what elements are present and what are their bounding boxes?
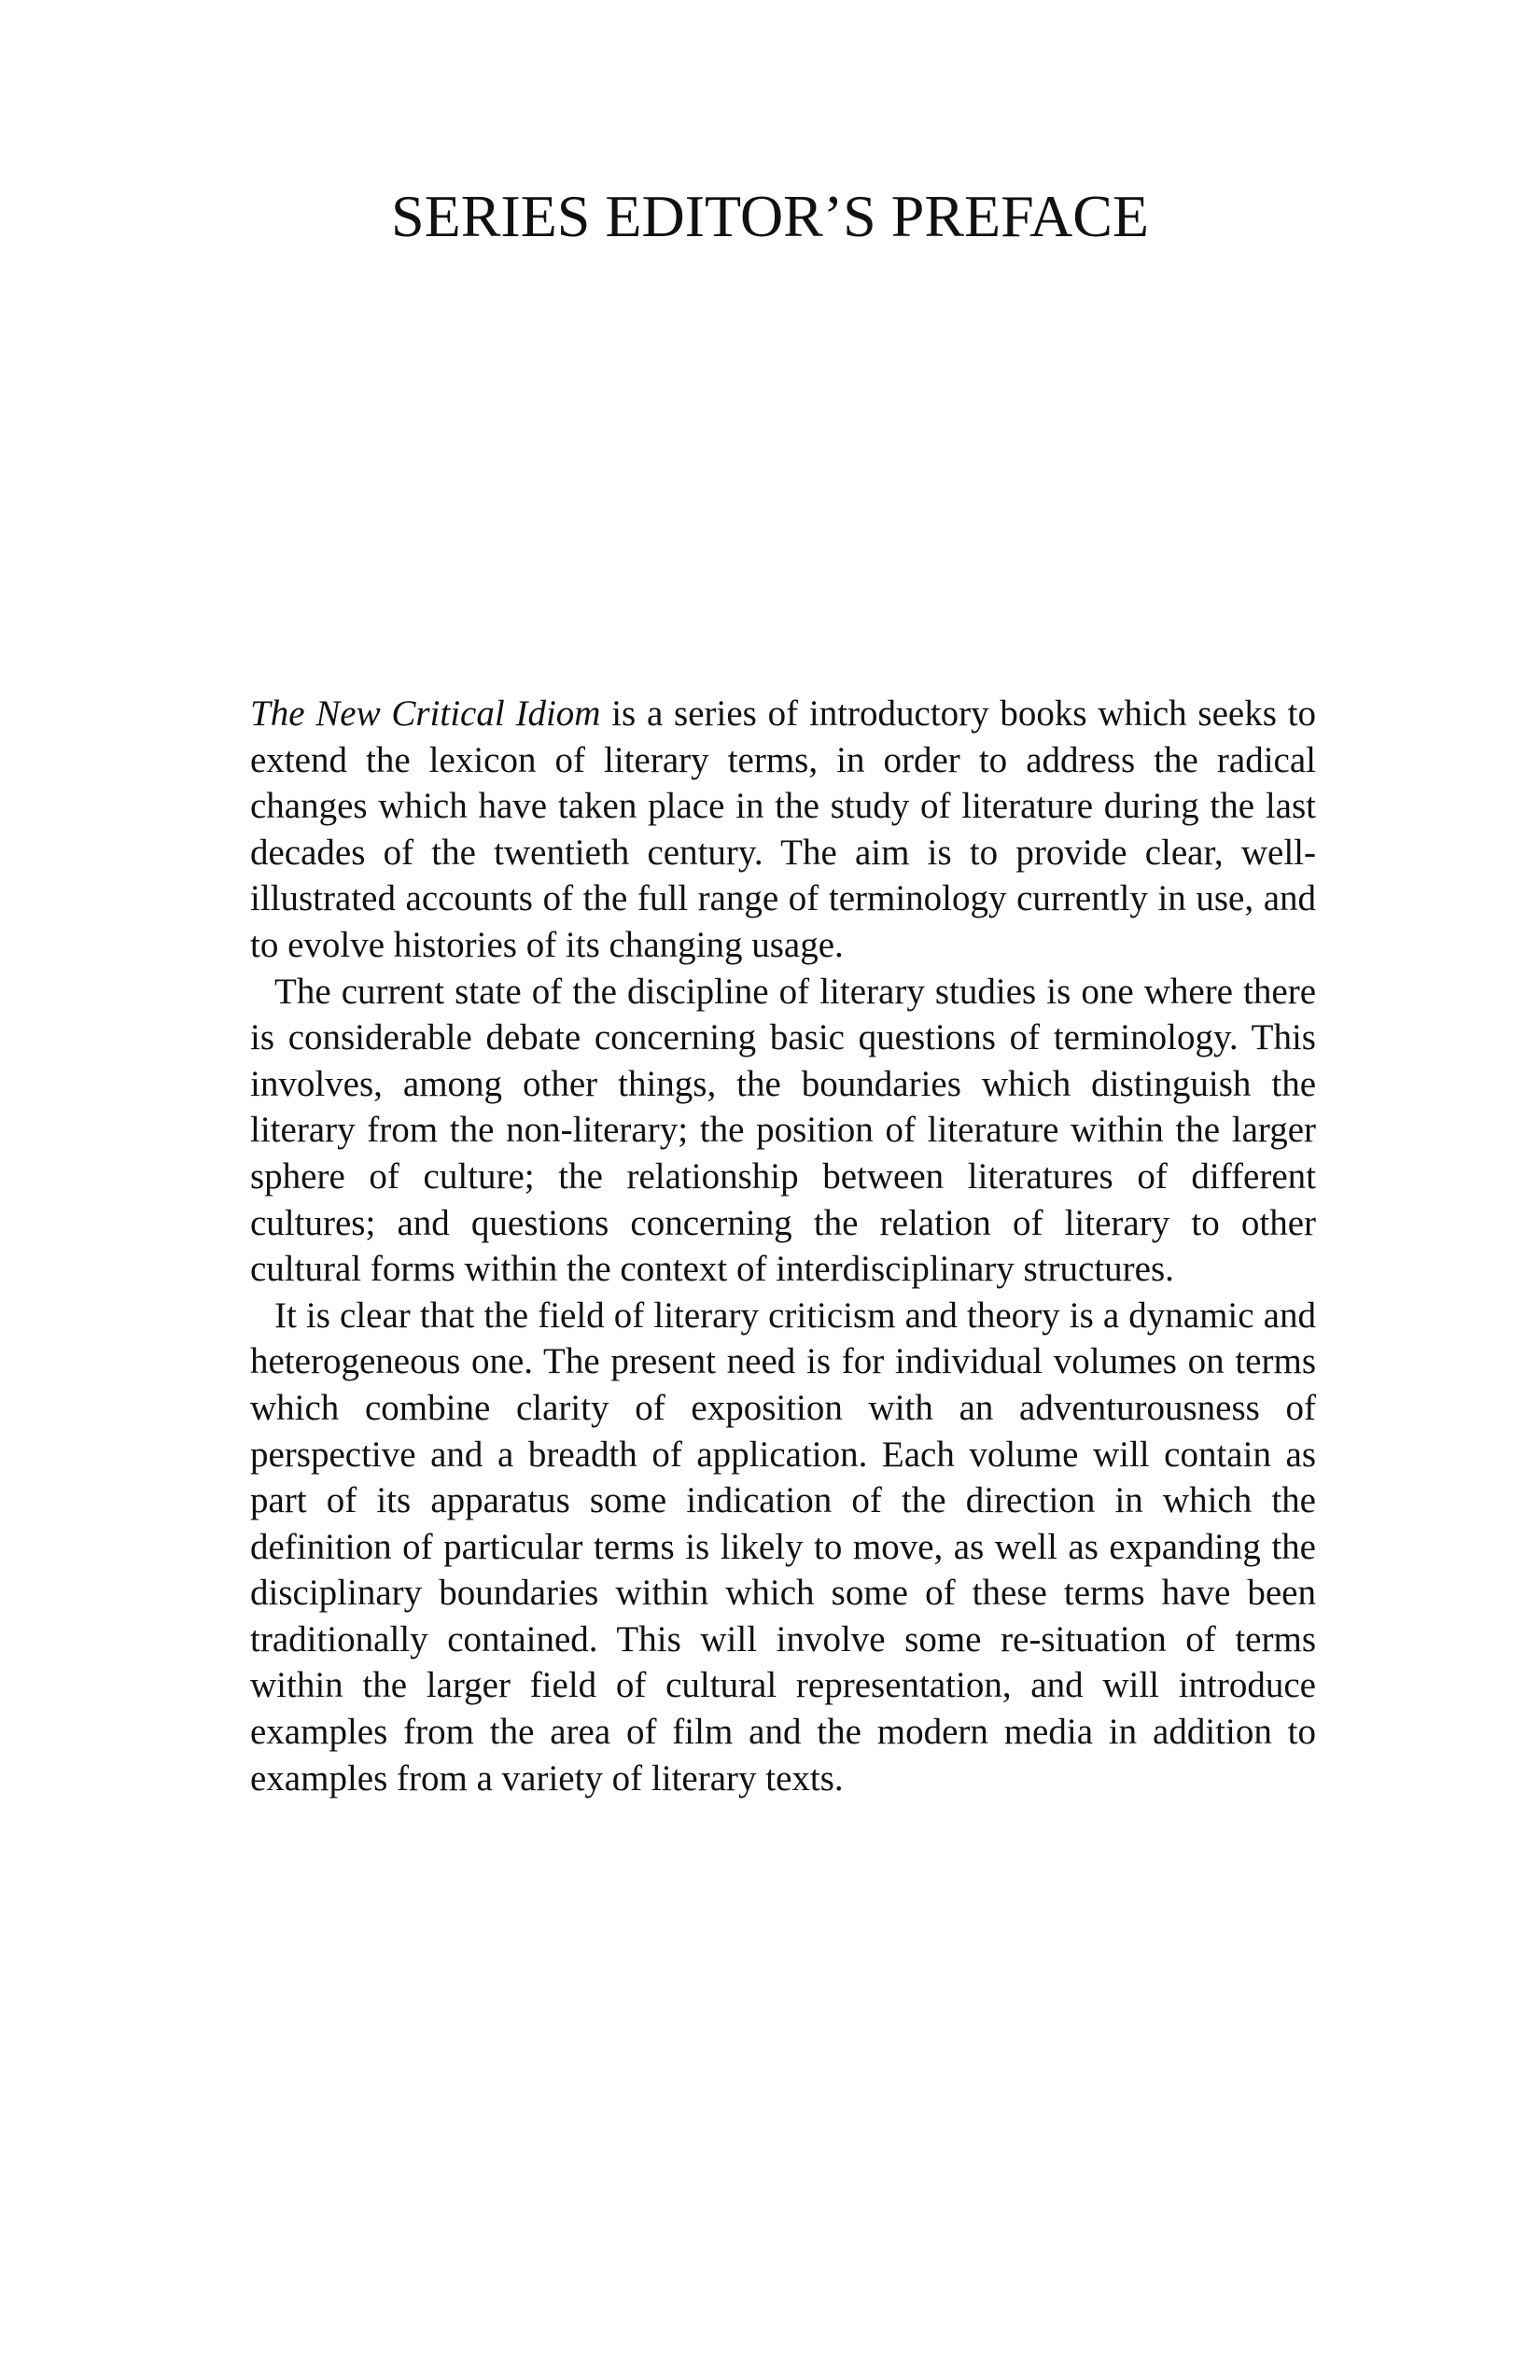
series-name: The New Critical Idiom: [250, 693, 601, 734]
paragraph-1: [250, 691, 1316, 969]
page-title: SERIES EDITOR’S PREFACE: [391, 183, 1149, 249]
paragraph-3: It is clear that the field of literary criticism and theory is a dynamic and heterogeneous one. The present need is for individual volumes on terms which combine clarity of exposition with an adventurousness of perspective and a breadth of application. Each volume will contain as part of its apparatus some indication of the direction in which the definition of particular terms is likely to move, as well as expanding the disciplinary boundaries within which some of these terms have been traditionally contained. This will involve some re-situation of terms within the larger field of cultural representation, and will introduce examples from the area of film and the modern media in addition to examples from a variety of literary texts.: [250, 1295, 1316, 1799]
paragraph-1-text: is a series of introductory books which seeks to extend the lexicon of literary terms, in order to address the radical changes which have taken place in the study of literature during the last decades of the twentieth century. The aim is to provide clear, well-illustrated accounts of the full range of terminology currently in use, and to evolve histories of its changing usage.: [250, 693, 1316, 965]
paragraph-2: The current state of the discipline of literary studies is one where there is considerable debate concerning basic questions of terminology. This involves, among other things, the boundaries which distinguish the literary from the non-literary; the position of literature within the larger sphere of culture; the relationship between literatures of different cultures; and questions concerning the relation of literary to other cultural forms within the context of interdisciplinary structures.: [250, 971, 1316, 1290]
preface-body: [250, 691, 1316, 1801]
